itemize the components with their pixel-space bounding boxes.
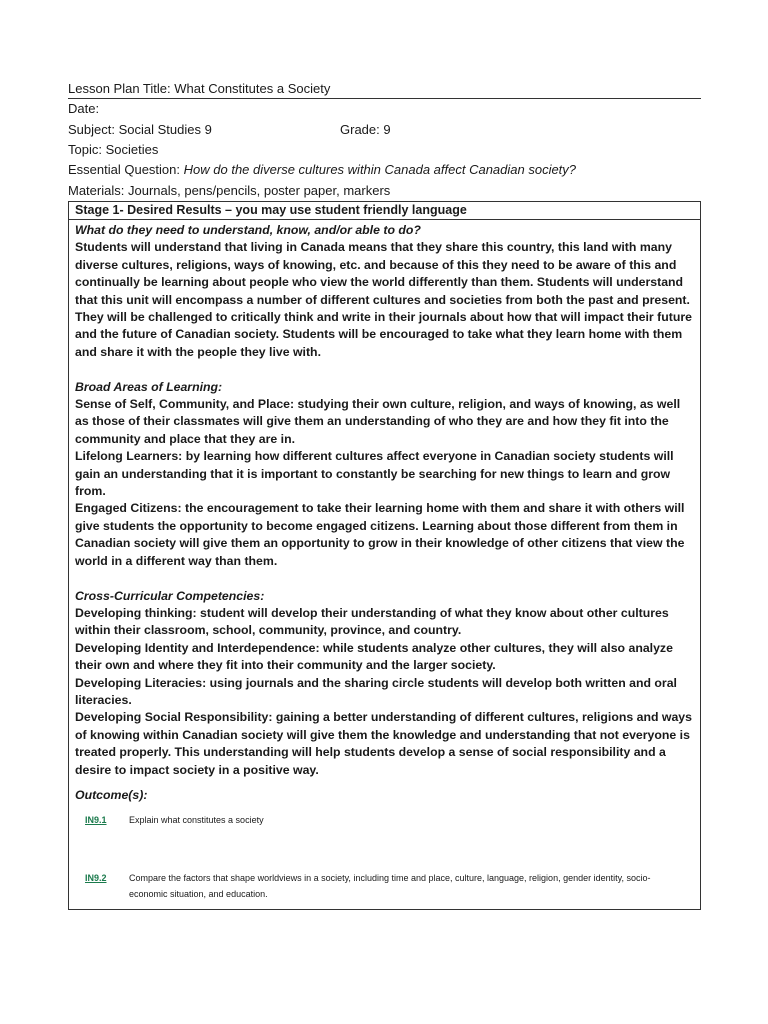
essential-question-row [68,161,576,179]
grade-label: Grade: [340,122,380,137]
essential-question-value: How do the diverse cultures within Canada affect Canadian society? [183,162,577,177]
broad-area-item: Lifelong Learners: by learning how different cultures affect everyone in Canadian society students will gain an understanding that it is important to constantly be searching for new things to learn and grow from. [75,449,674,499]
date-row [68,100,99,118]
outcome-text: Compare the factors that shape worldviews in a society, including time and place, culture, language, religion, gender identity, socio-economic situation, and education. [129,873,651,900]
materials-value: Journals, pens/pencils, poster paper, markers [127,183,391,198]
broad-area-item: Sense of Self, Community, and Place: studying their own culture, religion, and ways of knowing, as well as those of their classmates will give them an understanding of who they are and how they fit into the community and place that they are in. [75,397,681,446]
broad-areas-heading: Broad Areas of Learning: [75,379,223,394]
title-label: Lesson Plan Title: [68,81,171,96]
topic-label: Topic: [68,142,102,157]
outcome-text: Explain what constitutes a society [129,815,264,826]
essential-question-label: Essential Question: [68,162,181,177]
title-row [68,80,701,99]
stage-1-table [68,201,701,910]
broad-area-item: Engaged Citizens: the encouragement to take their learning home with them and share it with others will give students the opportunity to become engaged citizens. Learning about those different from them in Canadian society will give them an opportunity to grow in their knowledge of other citizens that view the world in a different way than them. [75,501,685,568]
cross-curricular-heading: Cross-Curricular Competencies: [75,588,265,603]
outcomes-heading: Outcome(s): [75,787,148,802]
topic-row [68,141,158,159]
topic-value: Societies [105,142,159,157]
subject-row [68,121,701,139]
competency-item: Developing Identity and Interdependence: while students analyze other cultures, they will also analyze their own and where they fit into their community and the larger society. [75,640,673,673]
date-label: Date: [68,101,100,116]
outcome-code-link[interactable]: IN9.1 [85,815,107,826]
stage-1-heading: Stage 1- Desired Results – you may use student friendly language [69,202,700,220]
competency-item: Developing Social Responsibility: gaining a better understanding of different cultures, religions and ways of knowing within Canadian society will give them the knowledge and understanding that not everyone is treated properly. This understanding will help students develop a sense of social responsibility and a desire to impact society in a positive way. [75,710,692,777]
outcome-item [85,870,694,902]
understanding-heading: What do they need to understand, know, and/or able to do? [75,223,421,237]
competency-item: Developing thinking: student will develop their understanding of what they know about other cultures within their classroom, school, community, province, and country. [75,605,669,638]
subject-value: Social Studies 9 [118,122,212,137]
title-value: What Constitutes a Society [174,81,331,96]
materials-label: Materials: [68,183,125,198]
outcome-item [85,812,694,828]
competency-item: Developing Literacies: using journals and the sharing circle students will develop both written and oral literacies. [75,675,677,707]
outcome-code-link[interactable]: IN9.2 [85,873,107,884]
grade-field [340,121,391,139]
understanding-body: Students will understand that living in Canada means that they share this country, this land with many diverse cultures, religions, ways of knowing, etc. and because of this they need to be aware of this and continually be learning about people who view the world differently than them. Students will understand that this unit will encompass a number of different cultures and societies from both the past and present. They will be challenged to critically think and write in their journals about how that will impact their future and the future of Canadian society. Students will be encouraged to take what they learn home with them and share it with the people they live with. [75,240,692,359]
materials-row [68,182,390,200]
subject-label: Subject: [68,122,115,137]
grade-value: 9 [383,122,391,137]
stage-1-content [69,220,700,902]
